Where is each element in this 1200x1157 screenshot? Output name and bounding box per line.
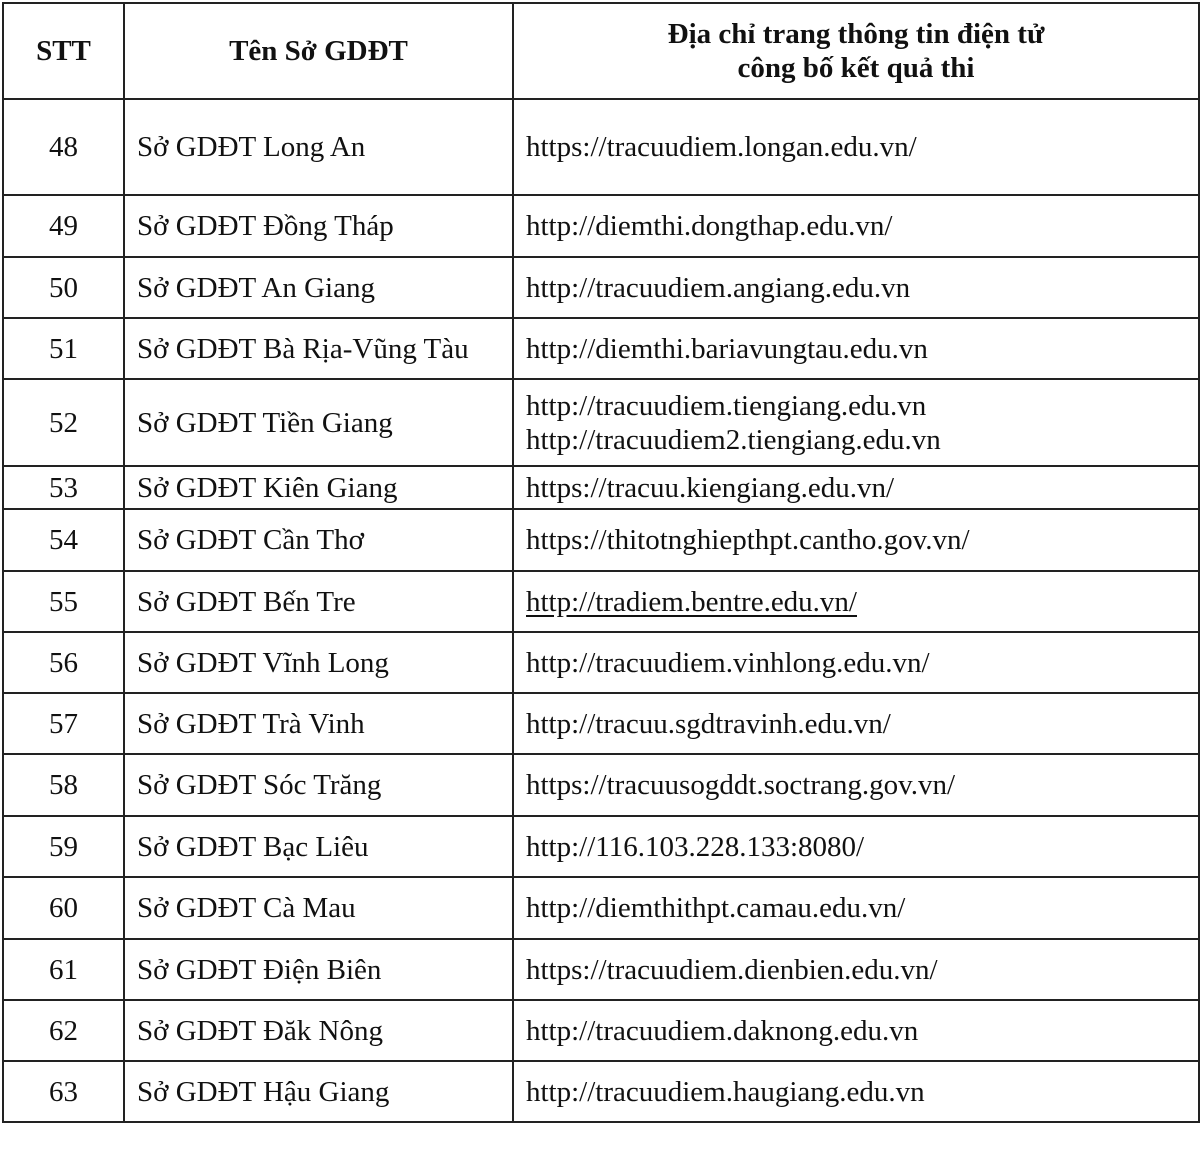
website-link[interactable]: http://tracuudiem.vinhlong.edu.vn/ <box>526 646 930 679</box>
row-stt: 60 <box>3 877 124 939</box>
row-department-name: Sở GDĐT Cần Thơ <box>124 509 513 571</box>
exam-results-sites-table <box>2 2 1200 1123</box>
table-header-row <box>3 3 1199 99</box>
row-website-cell <box>513 466 1199 509</box>
table-row <box>3 877 1199 939</box>
website-link[interactable]: http://116.103.228.133:8080/ <box>526 830 865 863</box>
website-link[interactable]: https://tracuudiem.dienbien.edu.vn/ <box>526 953 938 986</box>
row-website-cell <box>513 1000 1199 1061</box>
website-link[interactable]: http://diemthi.dongthap.edu.vn/ <box>526 210 893 242</box>
row-department-name: Sở GDĐT Trà Vinh <box>124 693 513 754</box>
row-department-name: Sở GDĐT Đồng Tháp <box>124 195 513 257</box>
website-link[interactable]: https://tracuusogddt.soctrang.gov.vn/ <box>526 769 956 801</box>
row-department-name: Sở GDĐT Bà Rịa-Vũng Tàu <box>124 318 513 379</box>
row-website-cell <box>513 939 1199 1000</box>
website-link[interactable]: http://tracuudiem.tiengiang.edu.vn <box>526 389 927 422</box>
row-stt: 53 <box>3 466 124 509</box>
table-row <box>3 693 1199 754</box>
table-row <box>3 379 1199 466</box>
row-department-name: Sở GDĐT Hậu Giang <box>124 1061 513 1122</box>
table-row <box>3 816 1199 877</box>
row-stt: 51 <box>3 318 124 379</box>
header-website-line2: công bố kết quả thi <box>737 52 975 84</box>
row-website-cell <box>513 693 1199 754</box>
website-link[interactable]: https://tracuudiem.longan.edu.vn/ <box>526 131 917 163</box>
row-website-cell <box>513 816 1199 877</box>
row-stt: 48 <box>3 99 124 195</box>
website-link[interactable]: https://thitotnghiepthpt.cantho.gov.vn/ <box>526 524 970 556</box>
row-website-cell <box>513 195 1199 257</box>
table-row <box>3 754 1199 816</box>
row-stt: 50 <box>3 257 124 318</box>
header-department-name: Tên Sở GDĐT <box>124 3 513 99</box>
row-stt: 57 <box>3 693 124 754</box>
row-website-cell <box>513 877 1199 939</box>
table-row <box>3 632 1199 693</box>
row-stt: 61 <box>3 939 124 1000</box>
row-department-name: Sở GDĐT Bạc Liêu <box>124 816 513 877</box>
website-link[interactable]: http://diemthithpt.camau.edu.vn/ <box>526 892 906 924</box>
header-stt: STT <box>3 3 124 99</box>
table-row <box>3 1061 1199 1122</box>
row-stt: 52 <box>3 379 124 466</box>
website-link[interactable]: http://tracuu.sgdtravinh.edu.vn/ <box>526 707 891 740</box>
website-link[interactable]: http://tracuudiem.daknong.edu.vn <box>526 1014 919 1047</box>
row-website-cell <box>513 632 1199 693</box>
row-department-name: Sở GDĐT Điện Biên <box>124 939 513 1000</box>
row-stt: 58 <box>3 754 124 816</box>
row-website-cell <box>513 571 1199 632</box>
row-website-cell <box>513 318 1199 379</box>
row-stt: 49 <box>3 195 124 257</box>
table-row <box>3 195 1199 257</box>
table-row <box>3 939 1199 1000</box>
row-website-cell <box>513 99 1199 195</box>
row-website-cell <box>513 257 1199 318</box>
table-row <box>3 571 1199 632</box>
website-link[interactable]: http://tradiem.bentre.edu.vn/ <box>526 585 857 618</box>
row-stt: 59 <box>3 816 124 877</box>
row-department-name: Sở GDĐT An Giang <box>124 257 513 318</box>
row-stt: 56 <box>3 632 124 693</box>
website-link[interactable]: http://tracuudiem.haugiang.edu.vn <box>526 1075 925 1108</box>
row-department-name: Sở GDĐT Long An <box>124 99 513 195</box>
website-link[interactable]: https://tracuu.kiengiang.edu.vn/ <box>526 471 895 504</box>
row-stt: 55 <box>3 571 124 632</box>
row-website-cell <box>513 379 1199 466</box>
website-link[interactable]: http://tracuudiem.angiang.edu.vn <box>526 271 911 304</box>
header-website-address <box>513 3 1199 99</box>
table-row <box>3 99 1199 195</box>
table-row <box>3 318 1199 379</box>
row-website-cell <box>513 509 1199 571</box>
row-department-name: Sở GDĐT Vĩnh Long <box>124 632 513 693</box>
row-department-name: Sở GDĐT Sóc Trăng <box>124 754 513 816</box>
website-link[interactable]: http://diemthi.bariavungtau.edu.vn <box>526 332 928 365</box>
row-stt: 54 <box>3 509 124 571</box>
header-website-line1: Địa chỉ trang thông tin điện tử <box>667 18 1045 50</box>
website-link[interactable]: http://tracuudiem2.tiengiang.edu.vn <box>526 423 941 456</box>
table-row <box>3 466 1199 509</box>
row-department-name: Sở GDĐT Tiền Giang <box>124 379 513 466</box>
table-row <box>3 509 1199 571</box>
row-department-name: Sở GDĐT Cà Mau <box>124 877 513 939</box>
table-row <box>3 257 1199 318</box>
row-stt: 62 <box>3 1000 124 1061</box>
table-row <box>3 1000 1199 1061</box>
row-website-cell <box>513 1061 1199 1122</box>
row-website-cell <box>513 754 1199 816</box>
row-stt: 63 <box>3 1061 124 1122</box>
row-department-name: Sở GDĐT Đăk Nông <box>124 1000 513 1061</box>
row-department-name: Sở GDĐT Kiên Giang <box>124 466 513 509</box>
table-body <box>3 99 1199 1122</box>
row-department-name: Sở GDĐT Bến Tre <box>124 571 513 632</box>
